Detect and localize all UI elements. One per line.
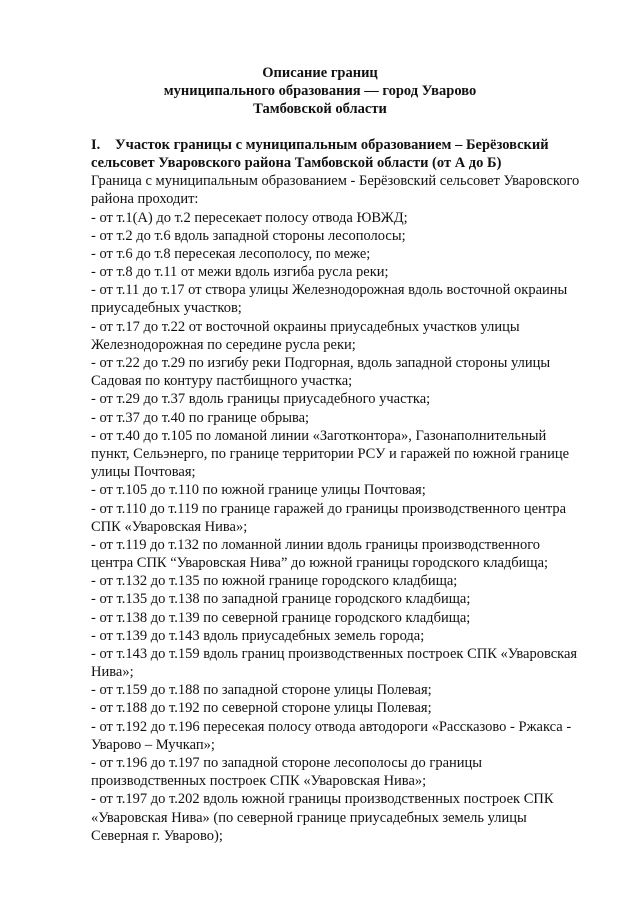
body-line: - от т.110 до т.119 по границе гаражей до границы производственного центра	[91, 501, 567, 517]
section-heading-text-1: Участок границы с муниципальным образованием – Берёзовский	[115, 137, 549, 153]
body-line: пункт, Сельэнерго, по границе территории РСУ и гаражей по южной границе	[91, 446, 570, 462]
section-number: I.	[91, 137, 101, 153]
body-line: - от т.159 до т.188 по западной стороне улицы Полевая;	[91, 682, 432, 698]
body-line: приусадебных участков;	[91, 300, 242, 316]
body-line: Граница с муниципальным образованием - Берёзовский сельсовет Уваровского	[91, 173, 580, 189]
body-line: - от т.6 до т.8 пересекая лесополосу, по меже;	[91, 246, 371, 262]
body-line: - от т.143 до т.159 вдоль границ производственных построек СПК «Уваровская	[91, 646, 578, 662]
body-line: - от т.29 до т.37 вдоль границы приусадебного участка;	[91, 391, 431, 407]
body-line: - от т.40 до т.105 по ломаной линии «Заготконтора», Газонаполнительный	[91, 428, 547, 444]
body-line: улицы Почтовая;	[91, 464, 196, 480]
body-line: Нива»;	[91, 664, 134, 680]
body-line: - от т.138 до т.139 по северной границе городского кладбища;	[91, 610, 471, 626]
body-line: - от т.132 до т.135 по южной границе городского кладбища;	[91, 573, 458, 589]
body-line: - от т.2 до т.6 вдоль западной стороны лесополосы;	[91, 228, 406, 244]
body-line: Железнодорожная по середине русла реки;	[91, 337, 356, 353]
body-line: - от т.1(А) до т.2 пересекает полосу отвода ЮВЖД;	[91, 210, 408, 226]
body-line: - от т.17 до т.22 от восточной окраины приусадебных участков улицы	[91, 319, 520, 335]
document-title-line-1: Описание границ	[262, 65, 378, 81]
body-line: - от т.22 до т.29 по изгибу реки Подгорная, вдоль западной стороны улицы	[91, 355, 551, 371]
body-line: - от т.105 до т.110 по южной границе улицы Почтовая;	[91, 482, 426, 498]
body-line: «Уваровская Нива» (по северной границе приусадебных земель улицы	[91, 810, 527, 826]
body-line: - от т.37 до т.40 по границе обрыва;	[91, 410, 310, 426]
document-title-line-3: Тамбовской области	[253, 101, 387, 117]
body-line: Уварово – Мучкап»;	[91, 737, 215, 753]
section-heading-line-2: сельсовет Уваровского района Тамбовской области (от А до Б)	[91, 155, 502, 171]
body-line: - от т.196 до т.197 по западной стороне лесополосы до границы	[91, 755, 483, 771]
body-line: центра СПК “Уваровская Нива” до южной границы городского кладбища;	[91, 555, 549, 571]
body-line: СПК «Уваровская Нива»;	[91, 519, 248, 535]
body-line: района проходит:	[91, 191, 199, 207]
body-line: Северная г. Уварово);	[91, 828, 223, 844]
body-line: - от т.119 до т.132 по ломанной линии вдоль границы производственного	[91, 537, 541, 553]
body-line: производственных построек СПК «Уваровская Нива»;	[91, 773, 427, 789]
body-line: - от т.188 до т.192 по северной стороне улицы Полевая;	[91, 700, 432, 716]
body-line: - от т.8 до т.11 от межи вдоль изгиба русла реки;	[91, 264, 389, 280]
document-title-line-2: муниципального образования — город Уварово	[163, 83, 477, 99]
body-line: - от т.135 до т.138 по западной границе городского кладбища;	[91, 591, 471, 607]
body-line: - от т.139 до т.143 вдоль приусадебных земель города;	[91, 628, 425, 644]
body-line: - от т.192 до т.196 пересекая полосу отвода автодороги «Рассказово - Ржакса -	[91, 719, 572, 735]
body-line: - от т.11 до т.17 от створа улицы Железнодорожная вдоль восточной окраины	[91, 282, 568, 298]
body-line: Садовая по контуру пастбищного участка;	[91, 373, 353, 389]
section-heading-line-1	[91, 136, 549, 154]
body-line: - от т.197 до т.202 вдоль южной границы производственных построек СПК	[91, 791, 554, 807]
